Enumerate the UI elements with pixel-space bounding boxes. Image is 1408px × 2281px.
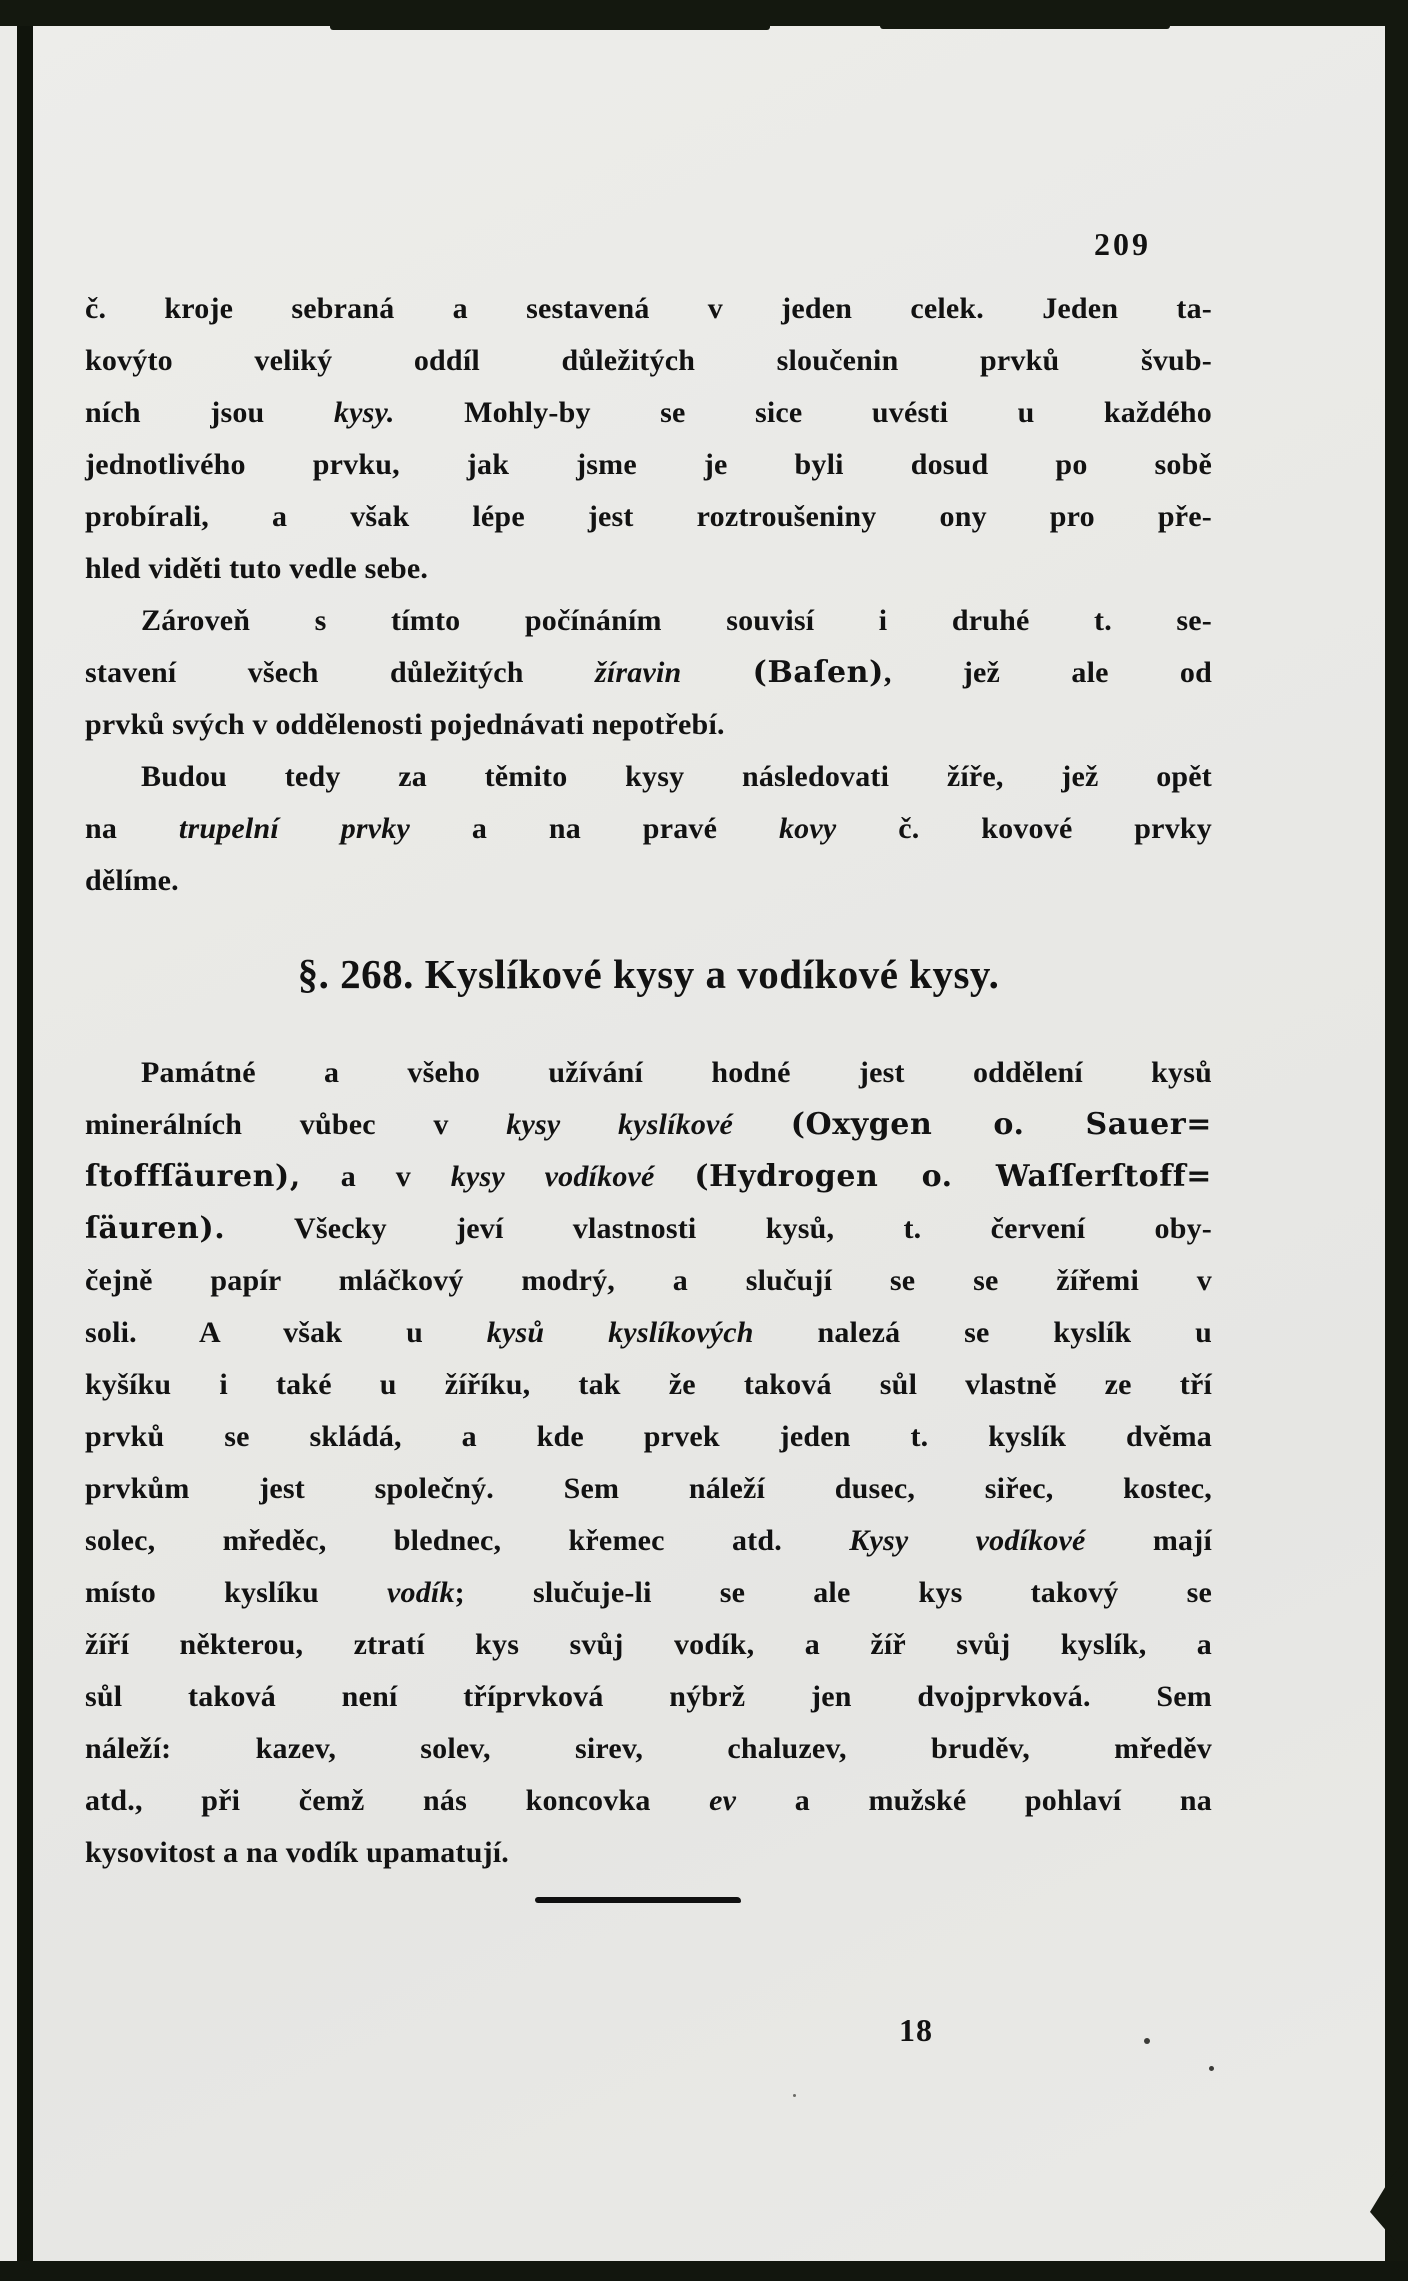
text-segment: jednotlivého prvku, jak jsme je byli dosud po sobě (85, 448, 1212, 481)
text-segment: žíří některou, ztratí kys svůj vodík, a žíř svůj kyslík, a (85, 1628, 1212, 1661)
text-segment: čejně papír mláčkový modrý, a slučují se se žířemi v (85, 1264, 1212, 1297)
text-segment: mají (1085, 1524, 1212, 1557)
text-segment: místo kyslíku (85, 1576, 387, 1609)
text-line (85, 1567, 1212, 1619)
text-segment: a mužské pohlaví na (736, 1784, 1212, 1817)
italic-text-segment: kovy (778, 812, 837, 845)
ink-speck (793, 2094, 796, 2097)
text-line (85, 1047, 1212, 1099)
section-heading: §. 268. Kyslíkové kysy a vodíkové kysy. (297, 951, 1000, 997)
text-segment: Památné a všeho užívání hodné jest oddělení kysů (141, 1056, 1212, 1089)
text-segment: atd., při čemž nás koncovka (85, 1784, 710, 1817)
text-segment: soli. A však u (85, 1316, 487, 1349)
italic-text-segment: kysy vodíkové (450, 1160, 655, 1193)
italic-text-segment: kysy. (333, 396, 395, 429)
scan-border-right (1385, 0, 1408, 2281)
ink-speck (1144, 2038, 1150, 2044)
text-segment: č. kroje sebraná a sestavená v jeden celek. Jeden ta- (85, 292, 1212, 325)
text-line (85, 1827, 1212, 1879)
text-line (85, 1671, 1212, 1723)
text-line (85, 491, 1212, 543)
scan-border-bottom (0, 2261, 1408, 2281)
text-line (85, 595, 1212, 647)
text-segment: probírali, a však lépe jest roztroušeniny ony pro pře- (85, 500, 1212, 533)
text-line (85, 1359, 1212, 1411)
text-segment: ních jsou (85, 396, 334, 429)
scan-border-top (0, 0, 1408, 26)
text-segment: nalezá se kyslík u (753, 1316, 1212, 1349)
text-segment: kovýto veliký oddíl důležitých sloučenin prvků švub- (85, 344, 1212, 377)
paragraph (85, 595, 1212, 751)
text-segment: kyšíku i také u žíříku, tak že taková sůl vlastně ze tří (85, 1368, 1212, 1401)
text-flow (85, 283, 1212, 1879)
fraktur-text-segment: ſtoffſäuren), (85, 1159, 301, 1194)
text-line (85, 1151, 1212, 1203)
text-segment: sůl taková není tříprvková nýbrž jen dvojprvková. Sem (85, 1680, 1212, 1713)
text-segment: , jež ale od (883, 656, 1213, 689)
text-line (85, 439, 1212, 491)
text-segment: a v (300, 1160, 451, 1193)
text-line (85, 1307, 1212, 1359)
fraktur-text-segment: ſäuren). (85, 1211, 226, 1246)
text-segment: č. kovové prvky (836, 812, 1212, 845)
paragraph (85, 283, 1212, 595)
text-line (85, 387, 1212, 439)
text-segment: kysovitost a na vodík upamatují. (85, 1836, 509, 1869)
ink-speck (1209, 2066, 1214, 2071)
italic-text-segment: trupelní prvky (178, 812, 411, 845)
fraktur-text-segment: (Oxygen o. Sauer= (790, 1107, 1212, 1142)
text-line (85, 699, 1212, 751)
text-segment: dělíme. (85, 864, 179, 897)
text-line (85, 751, 1212, 803)
text-segment (655, 1160, 695, 1193)
fraktur-text-segment: (Baſen) (752, 655, 884, 690)
text-segment: stavení všech důležitých (85, 656, 595, 689)
italic-text-segment: vodík (387, 1576, 455, 1609)
scan-artifact (330, 25, 770, 30)
text-line (85, 1099, 1212, 1151)
text-line (85, 1775, 1212, 1827)
italic-text-segment: ev (709, 1784, 737, 1817)
text-line (85, 647, 1212, 699)
text-line (85, 1515, 1212, 1567)
italic-text-segment: žíravin (594, 656, 682, 689)
text-line (85, 335, 1212, 387)
text-segment (733, 1108, 791, 1141)
text-segment: Zároveň s tímto počínáním souvisí i druhé t. se- (141, 604, 1212, 637)
text-line (85, 1255, 1212, 1307)
text-segment: Mohly-by se sice uvésti u každého (394, 396, 1213, 429)
text-line (85, 1723, 1212, 1775)
text-segment: a na pravé (410, 812, 779, 845)
text-line (85, 855, 1212, 907)
text-segment: Budou tedy za těmito kysy následovati žíře, jež opět (141, 760, 1212, 793)
text-line (85, 543, 1212, 595)
italic-text-segment: Kysy vodíkové (849, 1524, 1086, 1557)
fraktur-text-segment: (Hydrogen o. Waſſerſtoff= (694, 1159, 1213, 1194)
text-segment: minerálních vůbec v (85, 1108, 507, 1141)
paragraph (85, 1047, 1212, 1879)
scan-left-margin (0, 24, 17, 2261)
text-segment: prvků svých v oddělenosti pojednávati nepotřebí. (85, 708, 725, 741)
text-segment (681, 656, 752, 689)
text-line (85, 1619, 1212, 1671)
page-number: 209 (1094, 226, 1151, 262)
text-segment: solec, mředěc, blednec, křemec atd. (85, 1524, 850, 1557)
text-line (85, 1411, 1212, 1463)
text-segment: Všecky jeví vlastnosti kysů, t. červení oby- (225, 1212, 1212, 1245)
italic-text-segment: kysů kyslíkových (486, 1316, 754, 1349)
text-line (85, 803, 1212, 855)
scan-gutter-stripe (17, 22, 33, 2261)
scan-artifact (880, 25, 1170, 29)
text-line (85, 1463, 1212, 1515)
text-segment: ; slučuje-li se ale kys takový se (454, 1576, 1212, 1609)
section-divider-rule (535, 1897, 741, 1903)
text-segment: náleží: kazev, solev, sirev, chaluzev, bruděv, mředěv (85, 1732, 1212, 1765)
text-segment: hled viděti tuto vedle sebe. (85, 552, 429, 585)
text-segment: prvků se skládá, a kde prvek jeden t. kyslík dvěma (85, 1420, 1212, 1453)
text-line (85, 1203, 1212, 1255)
paragraph (85, 751, 1212, 907)
text-line (85, 283, 1212, 335)
sheet-signature-number: 18 (899, 2012, 933, 2048)
text-segment: prvkům jest společný. Sem náleží dusec, siřec, kostec, (85, 1472, 1212, 1505)
italic-text-segment: kysy kyslíkové (506, 1108, 734, 1141)
text-segment: na (85, 812, 179, 845)
